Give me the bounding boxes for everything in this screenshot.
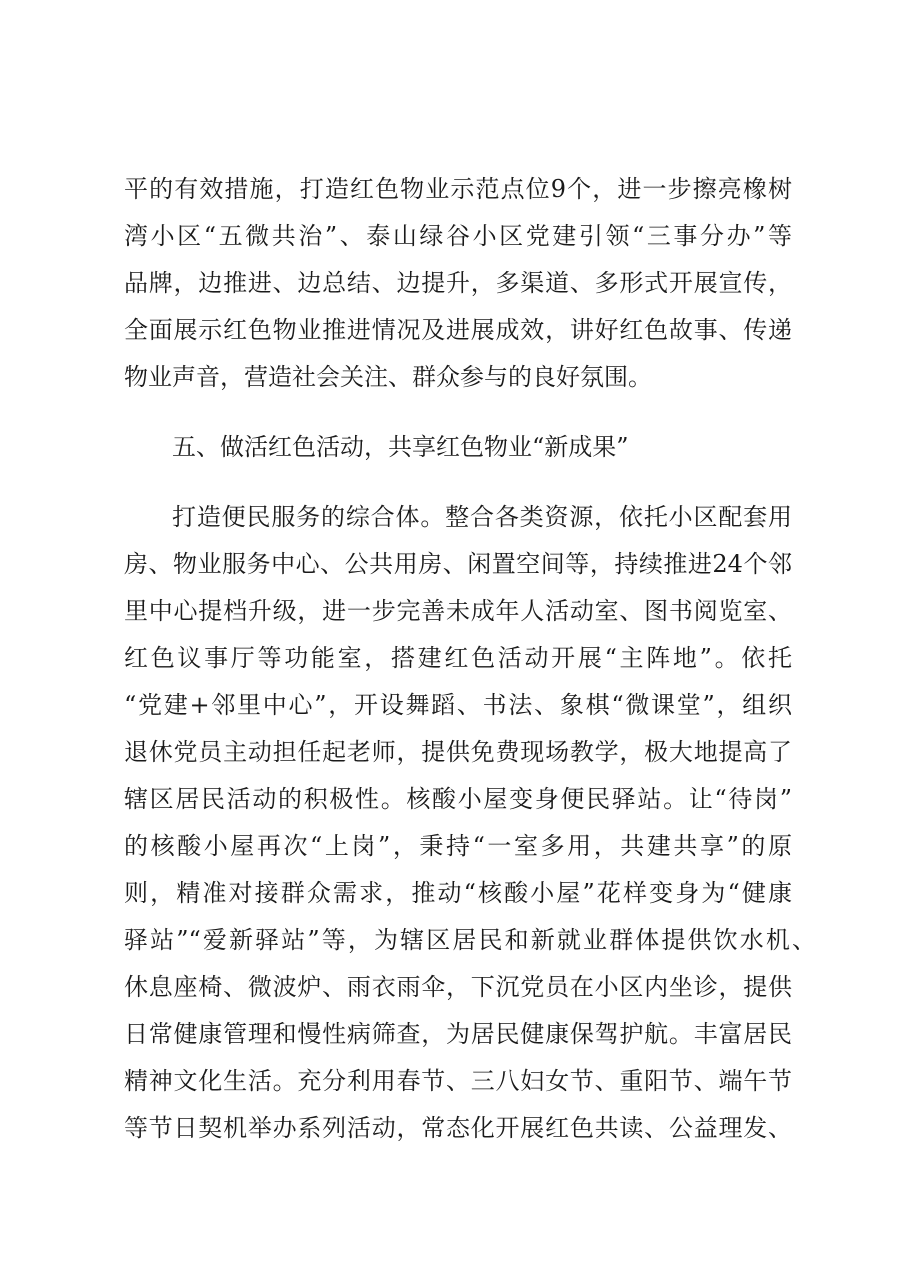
text-line-10	[0, 633, 909, 683]
text-line-8-text: 房、物业服务中心、公共用房、闲置空间等，持续推进24个邻	[124, 550, 792, 578]
text-line-18-text: 日常健康管理和慢性病筛查，为居民健康保驾护航。丰富居民	[124, 1020, 792, 1048]
text-line-1	[0, 164, 909, 214]
text-line-2-text: 湾小区“五微共治”、泰山绿谷小区党建引领“三事分办”等	[124, 222, 792, 250]
section-heading-text: 五、做活红色活动，共享红色物业“新成果”	[172, 433, 629, 461]
text-line-13-text: 辖区居民活动的积极性。核酸小屋变身便民驿站。让“待岗”	[124, 785, 792, 813]
text-line-16	[0, 915, 909, 965]
text-line-19	[0, 1056, 909, 1106]
text-line-7-text: 打造便民服务的综合体。整合各类资源，依托小区配套用	[172, 503, 792, 531]
text-line-15-text: 则，精准对接群众需求，推动“核酸小屋”花样变身为“健康	[124, 879, 792, 907]
text-line-7	[0, 492, 909, 542]
text-line-20-text: 等节日契机举办系列活动，常态化开展红色共读、公益理发、	[124, 1114, 792, 1142]
text-line-4	[0, 305, 909, 355]
text-line-17	[0, 962, 909, 1012]
text-line-5	[0, 352, 909, 402]
text-line-2	[0, 211, 909, 261]
text-line-20	[0, 1103, 909, 1153]
text-line-5-text: 物业声音，营造社会关注、群众参与的良好氛围。	[124, 363, 652, 391]
text-line-16-text: 驿站”“爱新驿站”等，为辖区居民和新就业群体提供饮水机、	[124, 926, 816, 954]
text-line-3-text: 品牌，边推进、边总结、边提升，多渠道、多形式开展宣传，	[124, 269, 792, 297]
text-line-14	[0, 821, 909, 871]
text-line-19-text: 精神文化生活。充分利用春节、三八妇女节、重阳节、端午节	[124, 1067, 792, 1095]
text-line-4-text: 全面展示红色物业推进情况及进展成效，讲好红色故事、传递	[124, 316, 792, 344]
text-line-9-text: 里中心提档升级，进一步完善未成年人活动室、图书阅览室、	[124, 597, 792, 625]
text-line-9	[0, 586, 909, 636]
text-line-12-text: 退休党员主动担任起老师，提供免费现场教学，极大地提高了	[124, 738, 792, 766]
text-line-13	[0, 774, 909, 824]
text-line-18	[0, 1009, 909, 1059]
text-line-15	[0, 868, 909, 918]
section-heading	[0, 422, 909, 472]
text-line-12	[0, 727, 909, 777]
text-line-17-text: 休息座椅、微波炉、雨衣雨伞，下沉党员在小区内坐诊，提供	[124, 973, 792, 1001]
text-line-11	[0, 680, 909, 730]
text-line-3	[0, 258, 909, 308]
text-line-1-text: 平的有效措施，打造红色物业示范点位9个，进一步擦亮橡树	[124, 175, 792, 203]
text-line-14-text: 的核酸小屋再次“上岗”，秉持“一室多用，共建共享”的原	[124, 832, 792, 860]
text-line-11-text: “党建+邻里中心”，开设舞蹈、书法、象棋“微课堂”，组织	[124, 691, 792, 719]
text-line-10-text: 红色议事厅等功能室，搭建红色活动开展“主阵地”。依托	[124, 644, 792, 672]
text-line-8	[0, 539, 909, 589]
